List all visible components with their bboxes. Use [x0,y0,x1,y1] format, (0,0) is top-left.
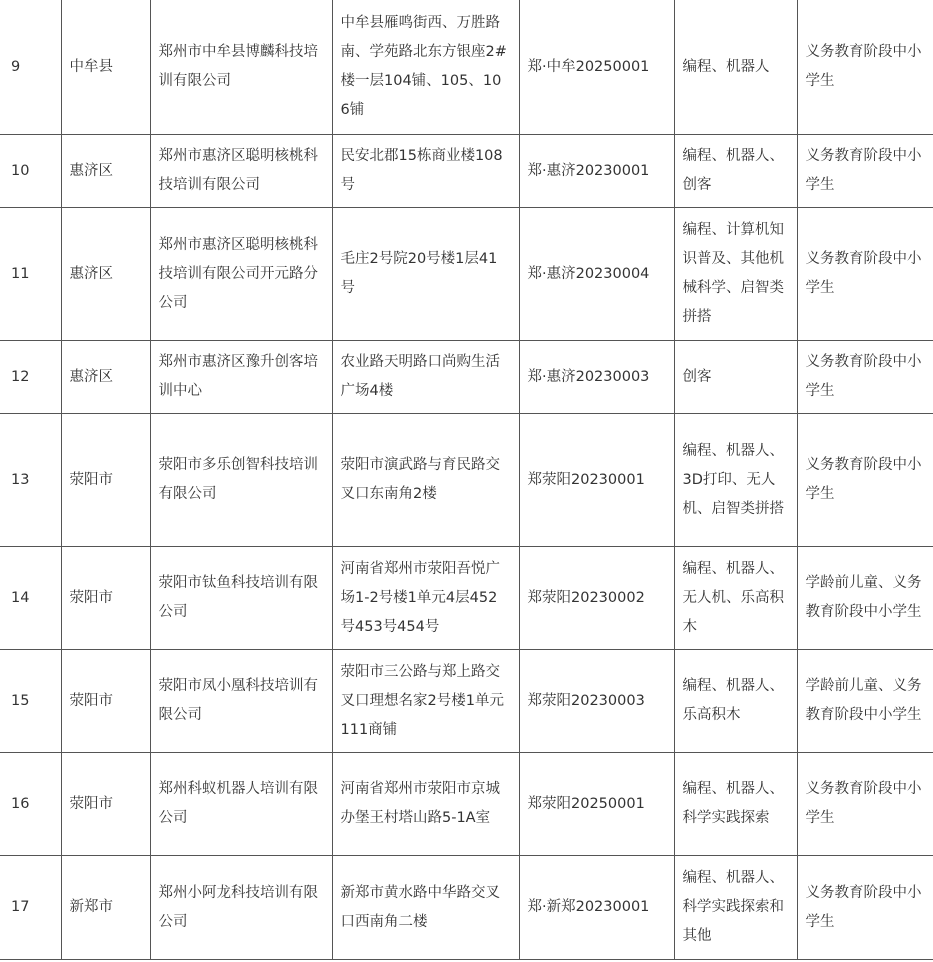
cell-district: 荥阳市 [61,650,150,753]
cell-category: 编程、计算机知识普及、其他机械科学、启智类拼搭 [674,208,797,341]
cell-institution-name: 郑州科蚁机器人培训有限公司 [150,753,332,856]
cell-audience: 义务教育阶段中小学生 [797,856,933,960]
cell-number: 13 [0,414,61,547]
cell-audience: 义务教育阶段中小学生 [797,414,933,547]
cell-category: 编程、机器人、3D打印、无人机、启智类拼搭 [674,414,797,547]
cell-number: 14 [0,547,61,650]
cell-address: 河南省郑州市荥阳吾悦广场1-2号楼1单元4层452号453号454号 [332,547,519,650]
cell-address: 荥阳市三公路与郑上路交叉口理想名家2号楼1单元111商铺 [332,650,519,753]
table-row [0,208,933,341]
table-row [0,856,933,960]
cell-license-code: 郑荥阳20230003 [519,650,674,753]
table-row [0,341,933,414]
cell-audience: 义务教育阶段中小学生 [797,0,933,135]
cell-number: 9 [0,0,61,135]
cell-audience: 学龄前儿童、义务教育阶段中小学生 [797,547,933,650]
table-row [0,0,933,135]
cell-district: 惠济区 [61,135,150,208]
cell-district: 新郑市 [61,856,150,960]
cell-category: 编程、机器人、无人机、乐高积木 [674,547,797,650]
cell-district: 惠济区 [61,208,150,341]
cell-number: 10 [0,135,61,208]
cell-address: 农业路天明路口尚购生活广场4楼 [332,341,519,414]
cell-address: 新郑市黄水路中华路交叉口西南角二楼 [332,856,519,960]
table-row [0,753,933,856]
cell-address: 荥阳市演武路与育民路交叉口东南角2楼 [332,414,519,547]
cell-number: 12 [0,341,61,414]
cell-address: 河南省郑州市荥阳市京城办堡王村塔山路5-1A室 [332,753,519,856]
cell-license-code: 郑荥阳20250001 [519,753,674,856]
cell-address: 民安北郡15栋商业楼108号 [332,135,519,208]
cell-audience: 义务教育阶段中小学生 [797,208,933,341]
cell-institution-name: 荥阳市凤小凰科技培训有限公司 [150,650,332,753]
cell-license-code: 郑荥阳20230002 [519,547,674,650]
cell-category: 创客 [674,341,797,414]
cell-number: 11 [0,208,61,341]
cell-audience: 义务教育阶段中小学生 [797,135,933,208]
cell-institution-name: 郑州市惠济区聪明核桃科技培训有限公司开元路分公司 [150,208,332,341]
cell-license-code: 郑·中牟20250001 [519,0,674,135]
cell-category: 编程、机器人、科学实践探索和其他 [674,856,797,960]
cell-category: 编程、机器人 [674,0,797,135]
cell-number: 17 [0,856,61,960]
cell-institution-name: 郑州小阿龙科技培训有限公司 [150,856,332,960]
cell-district: 惠济区 [61,341,150,414]
cell-institution-name: 郑州市中牟县博麟科技培训有限公司 [150,0,332,135]
cell-audience: 学龄前儿童、义务教育阶段中小学生 [797,650,933,753]
cell-license-code: 郑·惠济20230003 [519,341,674,414]
cell-district: 荥阳市 [61,547,150,650]
cell-institution-name: 荥阳市钛鱼科技培训有限公司 [150,547,332,650]
cell-license-code: 郑·惠济20230004 [519,208,674,341]
cell-license-code: 郑荥阳20230001 [519,414,674,547]
cell-audience: 义务教育阶段中小学生 [797,341,933,414]
cell-number: 15 [0,650,61,753]
table-row [0,135,933,208]
table-row [0,547,933,650]
cell-institution-name: 荥阳市多乐创智科技培训有限公司 [150,414,332,547]
cell-license-code: 郑·惠济20230001 [519,135,674,208]
cell-district: 荥阳市 [61,753,150,856]
cell-district: 荥阳市 [61,414,150,547]
table-row [0,414,933,547]
cell-category: 编程、机器人、科学实践探索 [674,753,797,856]
cell-institution-name: 郑州市惠济区聪明核桃科技培训有限公司 [150,135,332,208]
cell-number: 16 [0,753,61,856]
cell-license-code: 郑·新郑20230001 [519,856,674,960]
cell-district: 中牟县 [61,0,150,135]
cell-category: 编程、机器人、创客 [674,135,797,208]
table-row [0,650,933,753]
cell-audience: 义务教育阶段中小学生 [797,753,933,856]
cell-address: 中牟县雁鸣街西、万胜路南、学苑路北东方银座2#楼一层104铺、105、106铺 [332,0,519,135]
cell-category: 编程、机器人、乐高积木 [674,650,797,753]
cell-institution-name: 郑州市惠济区豫升创客培训中心 [150,341,332,414]
cell-address: 毛庄2号院20号楼1层41号 [332,208,519,341]
